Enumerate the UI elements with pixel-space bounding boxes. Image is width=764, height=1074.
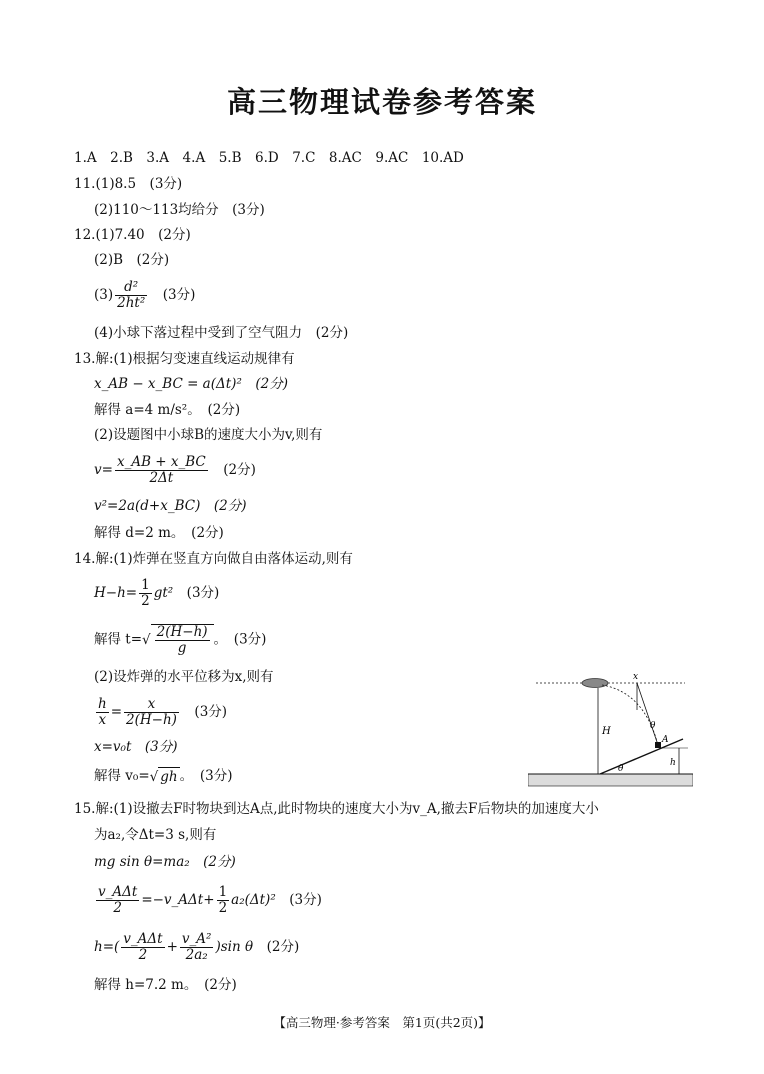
fraction-numerator: h [98, 696, 107, 712]
label-x: x [633, 672, 639, 682]
q13-part2: (2)设题图中小球B的速度大小为v,则有 [94, 427, 323, 443]
score: (3分) [162, 287, 196, 303]
score: (2分) [266, 939, 300, 955]
fraction-numerator: v_AΔt [123, 931, 163, 947]
q14-result1 [94, 624, 266, 656]
fraction-numerator: 1 [141, 577, 150, 593]
half-fraction [217, 885, 230, 916]
fraction-denominator: 2 [141, 593, 150, 609]
q12-part3 [94, 280, 195, 311]
eq-lhs: h=( [94, 939, 120, 955]
label-theta-bottom: θ [618, 764, 624, 774]
page-footer: 【高三物理·参考答案 第1页(共2页)】 [273, 1015, 491, 1030]
result-prefix: 解得 v₀= [94, 768, 150, 784]
q15-fraction-2 [180, 932, 214, 963]
fraction-numerator: x_AB + x_BC [116, 454, 206, 470]
score: (3分) [194, 704, 228, 720]
airplane-icon [582, 679, 608, 688]
plus-sign: + [166, 939, 178, 955]
fraction-denominator: 2 [138, 947, 148, 963]
score: 。 (3分) [179, 768, 233, 784]
ratio-right [124, 697, 179, 728]
q14-part2: (2)设炸弹的水平位移为x,则有 [94, 669, 274, 685]
result-prefix: 解得 t= [94, 631, 143, 648]
bomb-slope-diagram [528, 670, 693, 790]
slope-surface [600, 739, 683, 774]
q13-result1: 解得 a=4 m/s²。 (2分) [94, 402, 241, 418]
ground-hatch [528, 774, 693, 786]
q15-result: 解得 h=7.2 m。 (2分) [94, 977, 237, 993]
eq-rhs: )sin θ [215, 939, 254, 955]
q15-eq2 [94, 885, 322, 916]
score: (3分) [289, 892, 322, 908]
q15-head2: 为a₂,令Δt=3 s,则有 [94, 827, 217, 843]
fraction-numerator: v_AΔt [98, 884, 138, 900]
q14-result2 [94, 767, 232, 786]
fraction-denominator: 2 [218, 900, 228, 916]
q13-eq2 [94, 455, 256, 486]
fraction-denominator: 2(H−h) [126, 712, 177, 728]
q11-part1: 11.(1)8.5 (3分) [74, 176, 183, 192]
fraction-numerator: v_A² [181, 931, 212, 947]
half-fraction [139, 578, 152, 609]
label-h: h [670, 758, 676, 768]
eq-rhs: a₂(Δt)² [231, 892, 276, 908]
score: 。 (3分) [213, 631, 267, 648]
fraction-denominator: x [98, 712, 107, 728]
label-theta-top: θ [650, 721, 656, 731]
q15-eq3 [94, 932, 299, 963]
radicand: gh [160, 769, 178, 785]
fraction-denominator: 2a₂ [185, 947, 208, 963]
fraction-denominator: 2 [113, 900, 122, 916]
q12-part1: 12.(1)7.40 (2分) [74, 227, 191, 243]
q15-fraction-1 [121, 932, 164, 963]
fraction-numerator: d² [115, 280, 147, 296]
q15-head: 15.解:(1)设撤去F时物块到达A点,此时物块的速度大小为v_A,撤去F后物块的加速度大小 [74, 801, 599, 817]
q14-sqrt-fraction [155, 625, 210, 656]
fraction-numerator: 1 [218, 884, 228, 900]
q12-part3-prefix: (3) [94, 287, 114, 303]
bomb-line [637, 683, 658, 745]
fraction-denominator: 2ht² [117, 295, 146, 311]
score: (2分) [223, 462, 256, 478]
sqrt-sign: √ gh [149, 769, 178, 785]
eq-lhs: H−h= [94, 585, 138, 601]
q14-head: 14.解:(1)炸弹在竖直方向做自由落体运动,则有 [74, 551, 353, 567]
mc-answers: 1.A 2.B 3.A 4.A 5.B 6.D 7.C 8.AC 9.AC 10.AD [74, 150, 464, 166]
fraction-numerator: x [124, 697, 179, 713]
page-title: 高三物理试卷参考答案 [226, 85, 537, 119]
eq-rhs: gt² [153, 585, 174, 601]
q13-head: 13.解:(1)根据匀变速直线运动规律有 [74, 351, 295, 367]
q12-part2: (2)B (2分) [94, 252, 170, 268]
score: (3分) [186, 585, 220, 601]
q11-part2: (2)110～113均给分 (3分) [94, 202, 265, 218]
fraction-denominator: 2Δt [149, 470, 174, 486]
q15-fraction [96, 885, 139, 916]
q12-part4: (4)小球下落过程中受到了空气阻力 (2分) [94, 325, 349, 341]
fraction-denominator: g [177, 640, 187, 656]
eq-lhs: v= [94, 462, 113, 478]
q13-eq3: v²=2a(d+x_BC) (2分) [94, 498, 247, 514]
eq-mid: =−v_AΔt+ [141, 892, 215, 908]
q13-eq1: x_AB − x_BC = a(Δt)² (2分) [94, 376, 288, 392]
q14-eq2: $\frac{h}{x}$ = $\frac{x}{2(H-h)}$ (3分) [98, 696, 228, 728]
label-H: H [602, 726, 611, 737]
label-A: A [662, 735, 669, 745]
fraction-numerator: 2(H−h) [156, 624, 208, 640]
sqrt-sign: √ $\frac{2(H-h)}{g}$ [142, 624, 214, 656]
q12-fraction [115, 280, 147, 311]
q14-eq3: x=v₀t (3分) [94, 739, 178, 755]
ratio-left [96, 697, 109, 728]
q14-eq1 [94, 578, 219, 609]
q15-eq1: mg sin θ=ma₂ (2分) [94, 854, 236, 870]
point-a-marker [655, 742, 661, 748]
q13-result2: 解得 d=2 m。 (2分) [94, 525, 224, 541]
q13-fraction [115, 455, 208, 486]
